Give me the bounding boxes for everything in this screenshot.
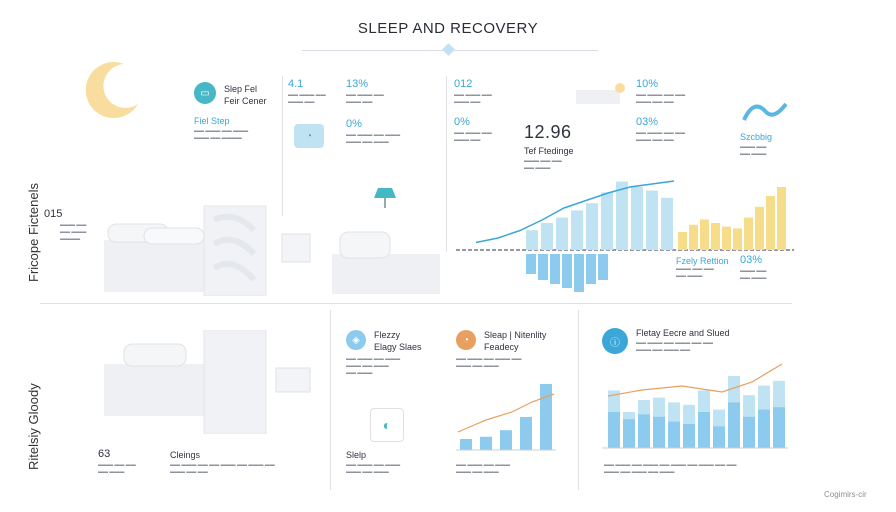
panel-d-chart bbox=[456, 372, 556, 454]
panel-a-icon: ▭ bbox=[194, 82, 216, 104]
bar-lower bbox=[538, 254, 548, 280]
bar-yellow bbox=[700, 219, 709, 250]
bar-e-dark bbox=[698, 412, 710, 448]
bar-blue bbox=[541, 223, 553, 250]
bar-yellow bbox=[766, 196, 775, 250]
left-stat: 015 bbox=[44, 208, 63, 220]
column-divider bbox=[282, 76, 283, 216]
panel-e-foot-text: ▬▬ ▬▬▬ ▬▬ ▬▬▬ ▬▬ ▬▬▬ ▬▬ ▬▬▬ ▬▬ ▬▬ ▬▬▬ ▬▬ ▬▬▬ ▬▬ ▬▬▬ bbox=[604, 462, 737, 475]
bar-e-dark bbox=[743, 417, 755, 448]
bar-yellow bbox=[678, 232, 687, 250]
bar-yellow bbox=[755, 207, 764, 250]
bar-e-dark bbox=[758, 410, 770, 448]
panel-d-heading-2: Feadecy bbox=[484, 342, 519, 352]
line-e bbox=[608, 364, 782, 396]
bar-d bbox=[540, 384, 552, 450]
panel-b-lower-left: Fzely Rettion bbox=[676, 256, 729, 266]
footer-brand: Cogimirs-cir bbox=[824, 490, 867, 499]
sleep-app-icon: ◐ bbox=[370, 408, 404, 442]
bar-d bbox=[460, 439, 472, 450]
panel-c-heading-2: Elagy Slaes bbox=[374, 342, 422, 352]
title-diamond-icon bbox=[442, 43, 455, 56]
bar-lower bbox=[574, 254, 584, 292]
bar-e-dark bbox=[638, 414, 650, 448]
panel-b-lower-left-text: ▬▬▬ ▬▬ ▬▬ ▬▬ ▬▬▬ bbox=[676, 266, 714, 279]
panel-b-big-value: 12.96 bbox=[524, 122, 572, 142]
panel-c-foot-head: Slelp bbox=[346, 450, 367, 460]
panel-c-text: ▬▬ ▬▬▬ ▬▬ ▬▬▬ ▬▬▬ ▬▬ ▬▬▬ ▬▬ ▬▬▬ bbox=[346, 356, 401, 376]
panel-b-right-head: Szcbbig bbox=[740, 132, 773, 142]
panel-a-heading: Slep Fel bbox=[224, 84, 258, 94]
panel-b-lower-right-text: ▬▬▬ ▬▬ ▬▬ ▬▬▬ bbox=[740, 268, 767, 281]
panel-a-stat-3: 0% bbox=[346, 118, 362, 130]
panel-d-icon: ◔ bbox=[456, 330, 476, 350]
chat-bubble-icon: ◔ bbox=[294, 124, 324, 148]
panel-c-heading: Flezzy bbox=[374, 330, 401, 340]
panel-a-sub: Fiel Step bbox=[194, 116, 230, 126]
line-d bbox=[458, 394, 554, 432]
column-divider bbox=[578, 310, 579, 490]
bar-e-dark bbox=[623, 419, 635, 448]
left-stat-text: ▬▬▬ ▬▬ ▬▬ ▬▬▬ ▬▬▬▬ bbox=[60, 222, 87, 242]
bar-yellow bbox=[777, 187, 786, 250]
bar-yellow bbox=[744, 218, 753, 250]
bar-blue bbox=[631, 187, 643, 250]
bar-e-dark bbox=[728, 402, 740, 448]
bar-blue bbox=[526, 230, 538, 250]
bar-lower bbox=[586, 254, 596, 284]
panel-d-foot-text: ▬▬ ▬▬▬ ▬▬ ▬▬▬ ▬▬▬ ▬▬ ▬▬▬ bbox=[456, 462, 511, 475]
bar-blue bbox=[586, 203, 598, 250]
bar-e-dark bbox=[683, 424, 695, 448]
bar-lower bbox=[598, 254, 608, 280]
bed-mini-icon bbox=[574, 80, 630, 106]
side-label-bottom: Ritelsiy Gloody bbox=[26, 383, 41, 470]
panel-e-text: ▬▬ ▬▬▬ ▬▬ ▬▬▬ ▬▬ ▬▬ ▬▬▬ ▬▬ ▬▬▬ ▬▬ bbox=[636, 340, 713, 353]
bar-lower bbox=[562, 254, 572, 288]
bar-blue bbox=[556, 218, 568, 250]
bottom-left-text: ▬▬▬ ▬▬ ▬▬ ▬▬ ▬▬▬ bbox=[98, 462, 136, 475]
side-label-top: Fricope Fictenels bbox=[26, 183, 41, 282]
moon-icon bbox=[80, 58, 144, 122]
bar-yellow bbox=[689, 225, 698, 250]
panel-a-text: ▬▬ ▬▬▬ ▬▬ ▬▬▬ ▬▬▬ ▬▬ ▬▬▬▬ bbox=[194, 128, 249, 141]
bar-yellow bbox=[722, 227, 731, 250]
bar-blue bbox=[571, 210, 583, 250]
panel-a-stat-1: 4.1 bbox=[288, 78, 304, 90]
panel-b-stat-1: 10% bbox=[636, 78, 659, 90]
panel-a-stat-1-text: ▬▬ ▬▬▬ ▬▬ ▬▬▬ ▬▬ bbox=[288, 92, 326, 105]
panel-a-stat-5-text: ▬▬ ▬▬▬ ▬▬ ▬▬▬ ▬▬ bbox=[454, 130, 492, 143]
panel-b-sub-text: ▬▬▬ ▬▬ ▬▬ ▬▬ ▬▬▬ bbox=[524, 158, 562, 171]
bar-lower bbox=[526, 254, 536, 274]
panel-a-stat-3-text: ▬▬ ▬▬▬ ▬▬ ▬▬▬ ▬▬▬ ▬▬ ▬▬▬ bbox=[346, 132, 401, 145]
bar-blue bbox=[661, 198, 673, 250]
bar-e-dark bbox=[668, 422, 680, 448]
panel-a-stat-2-text: ▬▬ ▬▬▬ ▬▬ ▬▬▬ ▬▬ bbox=[346, 92, 384, 105]
panel-b-stat-2: 03% bbox=[636, 116, 659, 128]
panel-e-heading: Fletay Eecre and Slued bbox=[636, 328, 730, 338]
wave-icon bbox=[740, 94, 790, 124]
panel-b-right-text: ▬▬▬ ▬▬ ▬▬ ▬▬▬ bbox=[740, 144, 767, 157]
bar-e-dark bbox=[608, 412, 620, 448]
panel-c-foot-text: ▬▬ ▬▬▬ ▬▬ ▬▬▬ ▬▬▬ ▬▬ ▬▬▬ bbox=[346, 462, 401, 475]
panel-e-chart bbox=[602, 356, 788, 456]
panel-c-icon: ◈ bbox=[346, 330, 366, 350]
bar-e-dark bbox=[713, 426, 725, 448]
bottom-left-head-text: ▬▬ ▬▬▬ ▬▬ ▬▬ ▬▬▬ ▬▬ ▬▬▬ ▬▬ ▬▬▬ ▬▬ ▬▬ bbox=[170, 462, 275, 475]
panel-b-sub: Tef Ftedinge bbox=[524, 146, 574, 156]
column-divider bbox=[446, 76, 447, 252]
page-title: SLEEP AND RECOVERY bbox=[357, 20, 539, 37]
bar-blue bbox=[601, 192, 613, 250]
panel-a-stat-2: 13% bbox=[346, 78, 369, 90]
panel-a-stat-5: 0% bbox=[454, 116, 470, 128]
panel-b-stat-1-text: ▬▬ ▬▬▬ ▬▬ ▬▬ ▬▬▬ ▬▬ ▬▬ bbox=[636, 92, 686, 105]
bed-illustration bbox=[104, 200, 314, 296]
bar-yellow bbox=[711, 223, 720, 250]
bar-blue bbox=[616, 182, 628, 250]
panel-e-icon: ⓘ bbox=[602, 328, 628, 354]
bottom-left-head: Cleings bbox=[170, 450, 201, 460]
panel-d-heading: Sleap | Nitenlity bbox=[484, 330, 547, 340]
lamp-icon bbox=[372, 186, 398, 210]
panel-a-stat-4: 012 bbox=[454, 78, 473, 90]
bed-illustration-2 bbox=[332, 224, 442, 296]
bar-yellow bbox=[733, 228, 742, 250]
bar-lower bbox=[550, 254, 560, 284]
bed-illustration-3 bbox=[104, 330, 314, 434]
column-divider bbox=[330, 310, 331, 490]
bar-e-dark bbox=[653, 417, 665, 448]
bar-d bbox=[520, 417, 532, 450]
bar-blue bbox=[646, 191, 658, 250]
bar-d bbox=[500, 430, 512, 450]
bar-e-dark bbox=[773, 407, 785, 448]
panel-b-stat-2-text: ▬▬ ▬▬▬ ▬▬ ▬▬ ▬▬▬ ▬▬ ▬▬ bbox=[636, 130, 686, 143]
panel-b-lower-right: 03% bbox=[740, 254, 763, 266]
panel-a-stat-4-text: ▬▬ ▬▬▬ ▬▬ ▬▬▬ ▬▬ bbox=[454, 92, 492, 105]
section-divider bbox=[40, 303, 792, 304]
panel-d-text: ▬▬ ▬▬▬ ▬▬ ▬▬▬ ▬▬ ▬▬▬ ▬▬ ▬▬▬ bbox=[456, 356, 522, 369]
panel-a-heading-2: Feir Cener bbox=[224, 96, 267, 106]
bar-d bbox=[480, 437, 492, 450]
bottom-left-stat: 63 bbox=[98, 448, 111, 460]
